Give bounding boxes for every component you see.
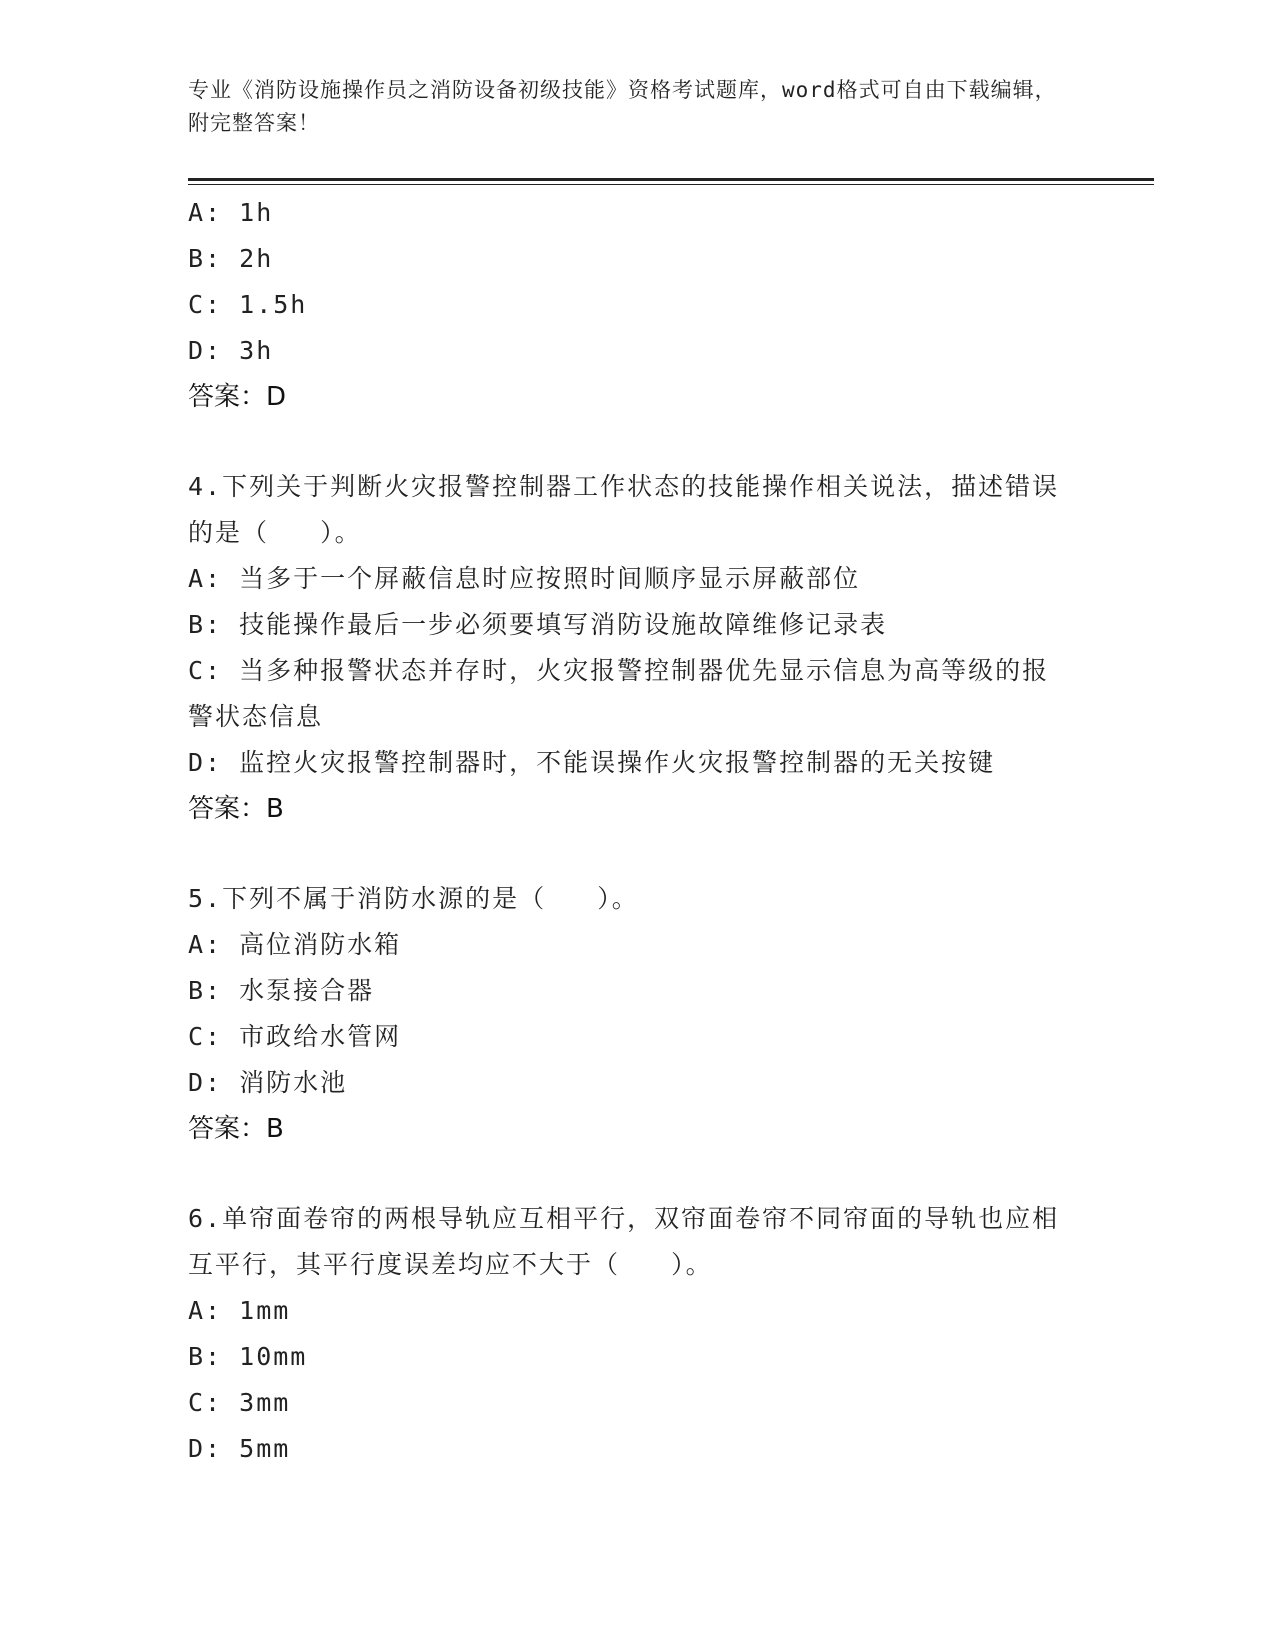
option-a: A: 高位消防水箱 [188,930,402,959]
option-a: A: 1h [188,198,274,227]
question-list [188,190,1088,1472]
question-4 [188,464,1068,832]
question-5 [188,876,1068,1152]
option-c: C: 市政给水管网 [188,1022,402,1051]
option-d: D: 监控火灾报警控制器时，不能误操作火灾报警控制器的无关按键 [188,748,996,777]
question-stem: 6.单帘面卷帘的两根导轨应互相平行，双帘面卷帘不同帘面的导轨也应相互平行，其平行度误差均应不大于（ ）。 [188,1204,1060,1279]
option-b: B: 10mm [188,1342,308,1371]
option-b: B: 2h [188,244,274,273]
option-d: D: 消防水池 [188,1068,348,1097]
answer: 答案：D [188,382,287,412]
answer: 答案：B [188,794,284,824]
option-b: B: 技能操作最后一步必须要填写消防设施故障维修记录表 [188,610,888,639]
option-a: A: 1mm [188,1296,291,1325]
spacer [188,1152,1088,1196]
question-stem: 5.下列不属于消防水源的是（ ）。 [188,884,639,913]
option-c: C: 1.5h [188,290,308,319]
option-c: C: 3mm [188,1388,291,1417]
header-divider-thick [188,178,1154,181]
spacer [188,420,1088,464]
option-c: C: 当多种报警状态并存时，火灾报警控制器优先显示信息为高等级的报警状态信息 [188,656,1050,731]
document-header: 专业《消防设施操作员之消防设备初级技能》资格考试题库，word格式可自由下载编辑，附完整答案！ [188,78,1057,135]
question-3 [188,190,1068,420]
header-divider-thin [188,184,1154,185]
option-d: D: 3h [188,336,274,365]
question-stem: 4.下列关于判断火灾报警控制器工作状态的技能操作相关说法，描述错误的是（ ）。 [188,472,1060,547]
option-a: A: 当多于一个屏蔽信息时应按照时间顺序显示屏蔽部位 [188,564,861,593]
option-d: D: 5mm [188,1434,291,1463]
spacer [188,832,1088,876]
option-b: B: 水泵接合器 [188,976,375,1005]
question-6 [188,1196,1068,1472]
answer: 答案：B [188,1114,284,1144]
